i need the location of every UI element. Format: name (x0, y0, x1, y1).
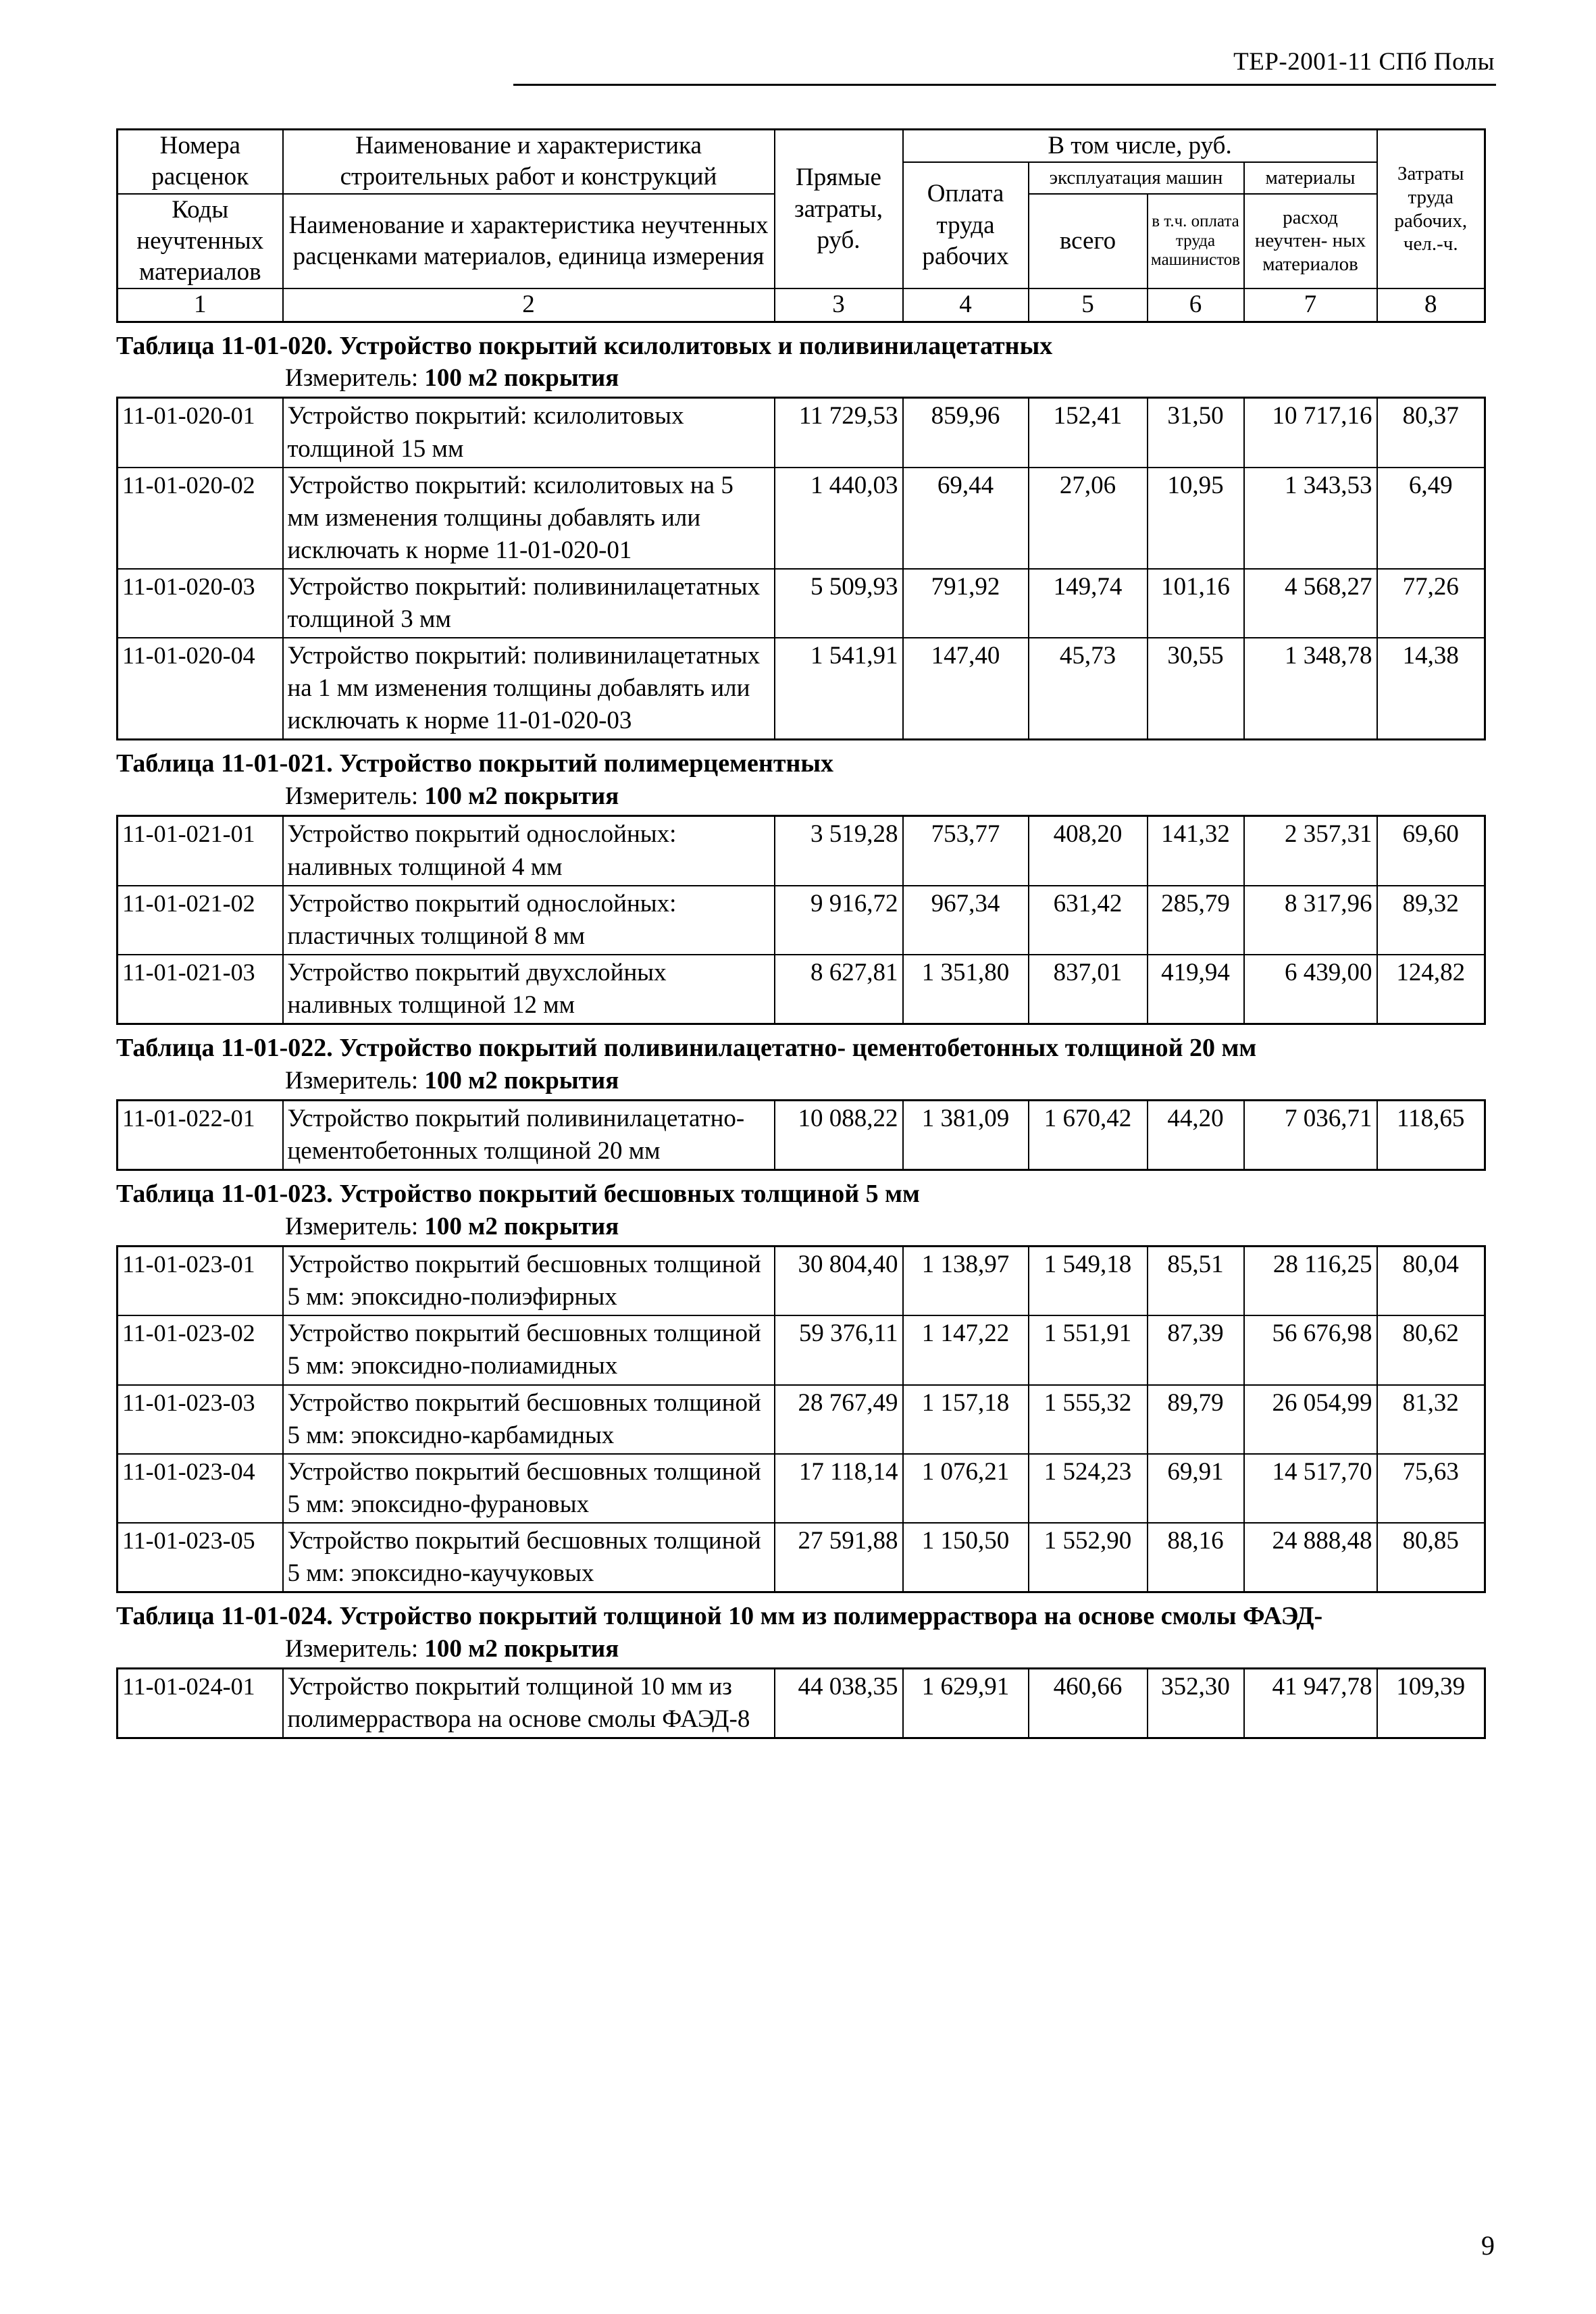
rate-code: 11-01-023-03 (118, 1385, 283, 1454)
measure-value: 100 м2 покрытия (424, 1212, 619, 1240)
work-name: Устройство покрытий поливинилацетатно-цементобетонных толщиной 20 мм (283, 1100, 775, 1169)
machines-total: 1 552,90 (1029, 1523, 1148, 1592)
col-header-direct: Прямые затраты, руб. (775, 130, 903, 289)
materials-cost: 7 036,71 (1244, 1100, 1377, 1169)
work-name: Устройство покрытий однослойных: пластичных толщиной 8 мм (283, 886, 775, 955)
rate-code: 11-01-023-02 (118, 1315, 283, 1384)
measure-value: 100 м2 покрытия (424, 1634, 619, 1663)
section-title: Таблица 11-01-020. Устройство покрытий ксилолитовых и поливинилацетатных (116, 331, 1053, 360)
direct-cost: 11 729,53 (775, 398, 903, 468)
machines-total: 27,06 (1029, 468, 1148, 569)
direct-cost: 5 509,93 (775, 569, 903, 638)
labor-hours: 124,82 (1377, 955, 1485, 1024)
materials-cost: 6 439,00 (1244, 955, 1377, 1024)
direct-cost: 8 627,81 (775, 955, 903, 1024)
direct-cost: 30 804,40 (775, 1247, 903, 1316)
table-row (118, 398, 1485, 468)
rate-code: 11-01-020-03 (118, 569, 283, 638)
page-number: 9 (1481, 2230, 1495, 2261)
direct-cost: 10 088,22 (775, 1100, 903, 1169)
materials-cost: 4 568,27 (1244, 569, 1377, 638)
direct-cost: 1 440,03 (775, 468, 903, 569)
labor-hours: 75,63 (1377, 1454, 1485, 1523)
work-name: Устройство покрытий бесшовных толщиной 5 мм: эпоксидно-полиэфирных (283, 1247, 775, 1316)
col-header-codes-bottom: Коды неучтенных материалов (118, 194, 283, 289)
section-measure (285, 780, 1484, 812)
direct-cost: 44 038,35 (775, 1669, 903, 1738)
section-measure (285, 1633, 1484, 1665)
machines-total: 1 549,18 (1029, 1247, 1148, 1316)
labor-pay: 1 138,97 (903, 1247, 1029, 1316)
materials-cost: 10 717,16 (1244, 398, 1377, 468)
table-row (118, 638, 1485, 740)
col-number-3: 3 (775, 288, 903, 322)
measure-label: Измеритель: (285, 782, 419, 811)
machinist-pay: 30,55 (1148, 638, 1244, 740)
machinist-pay: 352,30 (1148, 1669, 1244, 1738)
col-header-machinist-pay: в т.ч. оплата труда машинистов (1148, 194, 1244, 289)
materials-cost: 26 054,99 (1244, 1385, 1377, 1454)
col-number-5: 5 (1029, 288, 1148, 322)
labor-hours: 80,62 (1377, 1315, 1485, 1384)
header-rule (513, 84, 1496, 86)
machines-total: 152,41 (1029, 398, 1148, 468)
labor-hours: 89,32 (1377, 886, 1485, 955)
labor-hours: 81,32 (1377, 1385, 1485, 1454)
rate-code: 11-01-020-04 (118, 638, 283, 740)
work-name: Устройство покрытий: ксилолитовых на 5 мм изменения толщины добавлять или исключать к норме 11-01-020-01 (283, 468, 775, 569)
rate-code: 11-01-022-01 (118, 1100, 283, 1169)
labor-hours: 80,85 (1377, 1523, 1485, 1592)
table-row (118, 1385, 1485, 1454)
section-table (116, 1245, 1486, 1593)
measure-value: 100 м2 покрытия (424, 1066, 619, 1095)
labor-pay: 1 147,22 (903, 1315, 1029, 1384)
machines-total: 149,74 (1029, 569, 1148, 638)
section-measure (285, 1211, 1484, 1242)
machinist-pay: 88,16 (1148, 1523, 1244, 1592)
col-header-machines: эксплуатация машин (1029, 162, 1244, 193)
table-row (118, 569, 1485, 638)
section-table (116, 1099, 1486, 1171)
machinist-pay: 85,51 (1148, 1247, 1244, 1316)
col-header-codes-top: Номера расценок (118, 130, 283, 194)
machinist-pay: 89,79 (1148, 1385, 1244, 1454)
work-name: Устройство покрытий бесшовных толщиной 5 мм: эпоксидно-фурановых (283, 1454, 775, 1523)
labor-pay: 1 351,80 (903, 955, 1029, 1024)
col-number-4: 4 (903, 288, 1029, 322)
machinist-pay: 69,91 (1148, 1454, 1244, 1523)
table-row (118, 816, 1485, 886)
labor-pay: 791,92 (903, 569, 1029, 638)
machines-total: 1 555,32 (1029, 1385, 1148, 1454)
section-measure (285, 1065, 1484, 1097)
table-row (118, 1315, 1485, 1384)
table-row (118, 468, 1485, 569)
section-title: Таблица 11-01-023. Устройство покрытий бесшовных толщиной 5 мм (116, 1180, 920, 1209)
rate-code: 11-01-021-01 (118, 816, 283, 886)
machinist-pay: 44,20 (1148, 1100, 1244, 1169)
col-header-machines-total: всего (1029, 194, 1148, 289)
table-row (118, 1454, 1485, 1523)
labor-pay: 1 157,18 (903, 1385, 1029, 1454)
table-row (118, 886, 1485, 955)
labor-pay: 147,40 (903, 638, 1029, 740)
machinist-pay: 101,16 (1148, 569, 1244, 638)
table-row (118, 1523, 1485, 1592)
measure-label: Измеритель: (285, 1212, 419, 1240)
section-table (116, 1667, 1486, 1739)
work-name: Устройство покрытий толщиной 10 мм из полимерраствора на основе смолы ФАЭД-8 (283, 1669, 775, 1738)
col-number-1: 1 (118, 288, 283, 322)
work-name: Устройство покрытий двухслойных наливных толщиной 12 мм (283, 955, 775, 1024)
labor-pay: 1 150,50 (903, 1523, 1029, 1592)
direct-cost: 3 519,28 (775, 816, 903, 886)
direct-cost: 9 916,72 (775, 886, 903, 955)
machinist-pay: 419,94 (1148, 955, 1244, 1024)
direct-cost: 27 591,88 (775, 1523, 903, 1592)
rate-code: 11-01-023-04 (118, 1454, 283, 1523)
measure-label: Измеритель: (285, 1066, 419, 1095)
machinist-pay: 87,39 (1148, 1315, 1244, 1384)
rate-code: 11-01-023-01 (118, 1247, 283, 1316)
machines-total: 631,42 (1029, 886, 1148, 955)
col-number-6: 6 (1148, 288, 1244, 322)
section-title: Таблица 11-01-021. Устройство покрытий полимерцементных (116, 749, 834, 778)
machinist-pay: 285,79 (1148, 886, 1244, 955)
direct-cost: 28 767,49 (775, 1385, 903, 1454)
table-header (116, 128, 1486, 323)
work-name: Устройство покрытий однослойных: наливных толщиной 4 мм (283, 816, 775, 886)
labor-pay: 967,34 (903, 886, 1029, 955)
materials-cost: 8 317,96 (1244, 886, 1377, 955)
document-content (116, 128, 1484, 1739)
document-header-title: ТЕР-2001-11 СПб Полы (1233, 48, 1495, 76)
machinist-pay: 10,95 (1148, 468, 1244, 569)
materials-cost: 41 947,78 (1244, 1669, 1377, 1738)
work-name: Устройство покрытий: поливинилацетатных на 1 мм изменения толщины добавлять или исключать к норме 11-01-020-03 (283, 638, 775, 740)
labor-pay: 859,96 (903, 398, 1029, 468)
labor-hours: 118,65 (1377, 1100, 1485, 1169)
rate-code: 11-01-020-01 (118, 398, 283, 468)
table-row (118, 1100, 1485, 1169)
labor-pay: 1 076,21 (903, 1454, 1029, 1523)
labor-hours: 69,60 (1377, 816, 1485, 886)
col-number-7: 7 (1244, 288, 1377, 322)
machines-total: 1 670,42 (1029, 1100, 1148, 1169)
table-row (118, 1669, 1485, 1738)
materials-cost: 56 676,98 (1244, 1315, 1377, 1384)
materials-cost: 2 357,31 (1244, 816, 1377, 886)
work-name: Устройство покрытий бесшовных толщиной 5 мм: эпоксидно-карбамидных (283, 1385, 775, 1454)
work-name: Устройство покрытий: ксилолитовых толщиной 15 мм (283, 398, 775, 468)
labor-hours: 14,38 (1377, 638, 1485, 740)
work-name: Устройство покрытий бесшовных толщиной 5 мм: эпоксидно-каучуковых (283, 1523, 775, 1592)
materials-cost: 1 348,78 (1244, 638, 1377, 740)
col-header-including: В том числе, руб. (903, 130, 1377, 163)
col-number-8: 8 (1377, 288, 1485, 322)
section-title: Таблица 11-01-024. Устройство покрытий толщиной 10 мм из полимерраствора на основе смолы ФАЭД- (116, 1602, 1323, 1631)
col-header-labor-pay: Оплата труда рабочих (903, 162, 1029, 288)
rate-code: 11-01-021-02 (118, 886, 283, 955)
machinist-pay: 141,32 (1148, 816, 1244, 886)
labor-hours: 6,49 (1377, 468, 1485, 569)
work-name: Устройство покрытий: поливинилацетатных толщиной 3 мм (283, 569, 775, 638)
machines-total: 1 551,91 (1029, 1315, 1148, 1384)
section-table (116, 815, 1486, 1025)
rate-code: 11-01-021-03 (118, 955, 283, 1024)
table-row (118, 955, 1485, 1024)
work-name: Устройство покрытий бесшовных толщиной 5 мм: эпоксидно-полиамидных (283, 1315, 775, 1384)
col-header-unaccounted-materials: расход неучтен- ных материалов (1244, 194, 1377, 289)
measure-value: 100 м2 покрытия (424, 782, 619, 811)
table-row (118, 1247, 1485, 1316)
labor-hours: 80,04 (1377, 1247, 1485, 1316)
labor-hours: 109,39 (1377, 1669, 1485, 1738)
labor-pay: 753,77 (903, 816, 1029, 886)
machinist-pay: 31,50 (1148, 398, 1244, 468)
direct-cost: 17 118,14 (775, 1454, 903, 1523)
col-header-name-top: Наименование и характеристика строительных работ и конструкций (283, 130, 775, 194)
direct-cost: 1 541,91 (775, 638, 903, 740)
labor-pay: 69,44 (903, 468, 1029, 569)
materials-cost: 24 888,48 (1244, 1523, 1377, 1592)
machines-total: 45,73 (1029, 638, 1148, 740)
section-table (116, 397, 1486, 740)
rate-code: 11-01-024-01 (118, 1669, 283, 1738)
measure-label: Измеритель: (285, 1634, 419, 1663)
labor-pay: 1 629,91 (903, 1669, 1029, 1738)
price-sections (116, 330, 1484, 1740)
machines-total: 460,66 (1029, 1669, 1148, 1738)
materials-cost: 28 116,25 (1244, 1247, 1377, 1316)
col-header-name-bottom: Наименование и характеристика неучтенных расценками материалов, единица измерения (283, 194, 775, 289)
col-number-2: 2 (283, 288, 775, 322)
col-header-materials: материалы (1244, 162, 1377, 193)
rate-code: 11-01-020-02 (118, 468, 283, 569)
direct-cost: 59 376,11 (775, 1315, 903, 1384)
materials-cost: 1 343,53 (1244, 468, 1377, 569)
labor-hours: 77,26 (1377, 569, 1485, 638)
section-measure (285, 362, 1484, 394)
machines-total: 1 524,23 (1029, 1454, 1148, 1523)
machines-total: 408,20 (1029, 816, 1148, 886)
section-title: Таблица 11-01-022. Устройство покрытий поливинилацетатно- цементобетонных толщиной 20 мм (116, 1033, 1257, 1062)
machines-total: 837,01 (1029, 955, 1148, 1024)
labor-hours: 80,37 (1377, 398, 1485, 468)
materials-cost: 14 517,70 (1244, 1454, 1377, 1523)
labor-pay: 1 381,09 (903, 1100, 1029, 1169)
rate-code: 11-01-023-05 (118, 1523, 283, 1592)
measure-value: 100 м2 покрытия (424, 364, 619, 393)
col-header-labor-hours: Затраты труда рабочих, чел.-ч. (1377, 130, 1485, 289)
measure-label: Измеритель: (285, 364, 419, 393)
